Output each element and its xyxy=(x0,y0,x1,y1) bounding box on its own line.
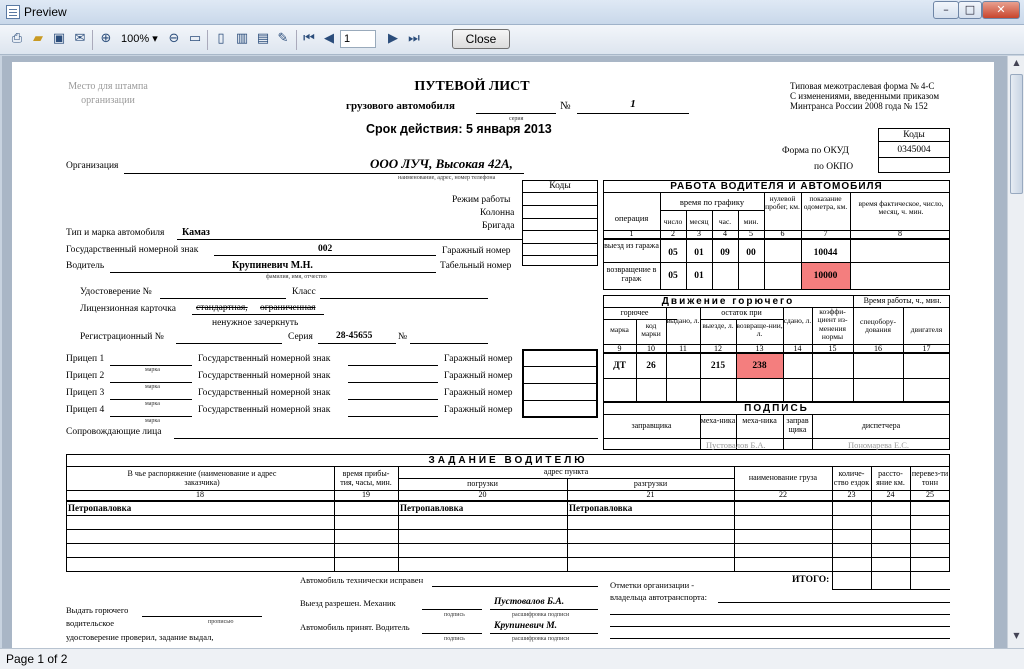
tanker-header: заправщика xyxy=(631,421,672,430)
exit-op: выезд из гаража xyxy=(604,241,659,250)
return-l-header: возвраще-нии, л. xyxy=(736,321,783,339)
scroll-down-icon[interactable]: ▼ xyxy=(1013,631,1020,640)
exit-day: 05 xyxy=(668,248,678,258)
col-6: 6 xyxy=(780,229,785,238)
fit-page-icon[interactable]: ▭ xyxy=(188,31,202,46)
row-customer: Петропавловка xyxy=(68,503,132,513)
reg-series: 28-45655 xyxy=(336,331,373,341)
toolbar-separator xyxy=(296,30,297,50)
zoom-select[interactable] xyxy=(121,32,158,45)
col-13: 13 xyxy=(755,344,764,353)
col-20: 20 xyxy=(478,490,487,499)
spelled-hint: прописью xyxy=(208,619,234,625)
chevron-down-icon: ▾ xyxy=(152,33,158,45)
plate-line xyxy=(214,255,436,256)
tab-no-label: Табельный номер xyxy=(440,261,512,271)
work-line xyxy=(603,262,950,263)
col-3: 3 xyxy=(697,229,701,238)
driver-cert: водительское xyxy=(66,618,115,628)
trailer-plate-line xyxy=(348,382,438,383)
series-hint: серия xyxy=(509,116,524,122)
window-title: Preview xyxy=(24,5,67,19)
mark-hint: марка xyxy=(145,418,160,424)
minimize-button[interactable]: – xyxy=(933,1,959,19)
trailer-line xyxy=(110,416,192,417)
month-header: месяц xyxy=(689,217,709,226)
decode-hint: расшифровка подписи xyxy=(512,636,570,642)
org-label: Организация xyxy=(66,161,119,171)
waybill-number: 1 xyxy=(630,98,636,110)
mode-line xyxy=(522,205,598,206)
reg-no-label: № xyxy=(398,332,408,342)
mech-signature: Пустовалов Б.А. xyxy=(494,597,565,607)
mode-line xyxy=(522,243,598,244)
edit-icon[interactable]: ✎ xyxy=(277,31,289,46)
trailer-plate-label: Государственный номерной знак xyxy=(198,405,331,415)
col-5: 5 xyxy=(749,229,753,238)
trailer-plate-line xyxy=(348,416,438,417)
reg-label: Регистрационный № xyxy=(80,332,164,342)
task-line xyxy=(66,466,950,467)
mech-name: Пустовалов Б.А. xyxy=(706,440,766,450)
print-icon[interactable]: ⎙ xyxy=(11,31,23,46)
col-10: 10 xyxy=(647,344,655,353)
column-label: Колонна xyxy=(480,208,515,218)
col-2: 2 xyxy=(671,229,675,238)
zoom-value: 100% xyxy=(121,33,150,45)
driver-hint: фамилия, имя, отчество xyxy=(266,274,327,280)
tanker2-header: заправ щика xyxy=(786,416,809,434)
org-line xyxy=(124,173,524,174)
okpo-label: по ОКПО xyxy=(814,162,854,172)
fuel-line xyxy=(603,307,950,308)
col-21: 21 xyxy=(646,490,655,499)
reg-line xyxy=(176,343,282,344)
trailer-4: Прицеп 4 xyxy=(66,405,105,415)
col-4: 4 xyxy=(723,229,727,238)
exit-month: 01 xyxy=(694,248,704,258)
zoom-out-icon[interactable]: ⊖ xyxy=(168,31,180,46)
col-19: 19 xyxy=(362,490,370,499)
scroll-up-icon[interactable]: ▲ xyxy=(1013,58,1020,67)
maximize-button[interactable]: □ xyxy=(958,1,982,19)
driver-line xyxy=(110,272,436,273)
task-line xyxy=(66,515,950,516)
mech-decode-line xyxy=(490,609,598,610)
fuel-amount-line xyxy=(142,616,262,617)
trailer-line xyxy=(110,382,192,383)
single-page-icon[interactable]: ▯ xyxy=(217,31,225,46)
driver-signature: Крупиневич М. xyxy=(494,621,558,631)
prev-page-icon[interactable]: ◀ xyxy=(324,31,334,46)
issued-header: выдано, л. xyxy=(666,316,700,325)
return-op: возвращение в гараж xyxy=(606,265,657,283)
task-line xyxy=(66,500,950,502)
last-page-icon[interactable]: ⏭ xyxy=(408,31,420,46)
return-day: 05 xyxy=(668,271,678,281)
col-12: 12 xyxy=(714,344,722,353)
driver-sign-line xyxy=(422,633,482,634)
scroll-thumb[interactable] xyxy=(1010,74,1023,194)
license-label: Лицензионная карточка xyxy=(80,304,176,314)
col-16: 16 xyxy=(874,344,882,353)
col-15: 15 xyxy=(828,344,837,353)
engine-header: двигателя xyxy=(910,325,943,334)
operation-header: операция xyxy=(614,213,649,223)
validity: Срок действия: 5 января 2013 xyxy=(366,122,552,136)
car-line xyxy=(177,239,522,240)
garage-line xyxy=(522,366,598,367)
day-header: число xyxy=(663,217,683,226)
driver-label: Водитель xyxy=(66,261,105,271)
trailer-line xyxy=(110,365,192,366)
okud-label: Форма по ОКУД xyxy=(782,146,849,156)
mode-line xyxy=(522,230,598,231)
mode-label: Режим работы xyxy=(452,195,511,205)
exit-allowed: Выезд разрешен. Механик xyxy=(300,598,396,608)
trailer-plate-label: Государственный номерной знак xyxy=(198,371,331,381)
fuel-exit: 215 xyxy=(710,361,726,371)
task-title: ЗАДАНИЕ ВОДИТЕЛЮ xyxy=(428,455,588,466)
col-22: 22 xyxy=(779,490,787,499)
special-header: спецобору-дования xyxy=(860,317,896,335)
sign-vline xyxy=(812,414,813,450)
app-icon xyxy=(6,5,20,19)
codes-line xyxy=(878,141,950,142)
trailer-2: Прицеп 2 xyxy=(66,371,105,381)
trailer-plate-line xyxy=(348,399,438,400)
typical-form: Типовая межотраслевая форма № 4-С xyxy=(790,81,935,91)
car-label: Тип и марка автомобиля xyxy=(66,228,165,238)
toolbar-separator xyxy=(92,30,93,50)
number-line xyxy=(577,113,689,114)
col-14: 14 xyxy=(793,344,802,353)
license-hint: ненужное зачеркнуть xyxy=(212,318,299,328)
vertical-scrollbar[interactable] xyxy=(1007,56,1024,648)
exit-hour: 09 xyxy=(720,248,730,258)
tons-header: перевез-ти тонн xyxy=(911,469,949,487)
trailer-garage-label: Гаражный номер xyxy=(444,388,513,398)
arrival-header: время прибы-тия, часы, мин. xyxy=(340,469,392,487)
task-line xyxy=(66,543,950,544)
sign-title: ПОДПИСЬ xyxy=(744,403,809,414)
col-18: 18 xyxy=(196,490,204,499)
number-label: № xyxy=(560,100,571,112)
plate-label: Государственный номерной знак xyxy=(66,245,199,255)
trailer-line xyxy=(110,399,192,400)
trailer-1: Прицеп 1 xyxy=(66,354,105,364)
signature-hint: подпись xyxy=(444,612,465,618)
address-header: адрес пункта xyxy=(543,467,589,476)
preview-canvas[interactable] xyxy=(2,56,1007,648)
plate-value: 002 xyxy=(318,244,333,254)
org-notes: Отметки организации - xyxy=(610,580,695,590)
series-line xyxy=(476,113,556,114)
trailer-garage-label: Гаражный номер xyxy=(444,354,513,364)
return-month: 01 xyxy=(694,271,704,281)
org-hint: наименование, адрес, номер телефона xyxy=(398,175,496,181)
reg-series-line xyxy=(318,343,396,344)
tech-ok: Автомобиль технически исправен xyxy=(300,575,424,585)
col-7: 7 xyxy=(823,229,828,238)
give-fuel: Выдать горючего xyxy=(66,605,129,615)
cert-label: Удостоверение № xyxy=(80,287,152,297)
zero-run-header: нулевой пробег, км. xyxy=(765,194,800,212)
escort-line xyxy=(174,438,598,439)
mark-hint: марка xyxy=(145,367,160,373)
class-line xyxy=(320,298,488,299)
org-notes-2: владельца автотранспорта: xyxy=(610,592,707,602)
toolbar xyxy=(0,25,1024,55)
save-icon[interactable]: ▣ xyxy=(52,31,66,46)
brigade-label: Бригада xyxy=(482,221,515,231)
col-1: 1 xyxy=(629,229,634,238)
sign-line xyxy=(603,414,950,415)
typical-form-2: С изменениями, введенными приказом xyxy=(790,91,940,101)
exit-min: 00 xyxy=(746,248,756,258)
stamp-place: Место для штампа организации xyxy=(68,81,148,106)
title-bar xyxy=(0,0,1024,25)
car-model: Камаз xyxy=(182,227,210,238)
fuel-header: горючее xyxy=(620,308,649,317)
license-line xyxy=(192,314,324,315)
work-time-header: Время работы, ч., мин. xyxy=(863,296,942,305)
mode-line xyxy=(522,255,598,256)
trailer-plate-label: Государственный номерной знак xyxy=(198,354,331,364)
trailer-garage-label: Гаражный номер xyxy=(444,405,513,415)
reg-no-line xyxy=(410,343,488,344)
fuel-code: 26 xyxy=(646,361,656,371)
first-page-icon[interactable]: ⏮ xyxy=(303,31,315,46)
mech2-header: меха-ника xyxy=(742,416,777,425)
trailer-garage-label: Гаражный номер xyxy=(444,371,513,381)
col-17: 17 xyxy=(922,344,931,353)
loading-header: погрузки xyxy=(467,479,498,488)
codes-label: Коды xyxy=(903,130,925,140)
waybill-page xyxy=(12,62,994,648)
odometer-return: 10000 xyxy=(813,271,838,281)
garage-line xyxy=(522,400,598,401)
zoom-in-icon[interactable]: ⊕ xyxy=(100,31,112,46)
mode-line xyxy=(522,192,598,193)
close-button[interactable]: Close xyxy=(452,29,510,49)
garage-label: Гаражный номер xyxy=(442,246,511,256)
work-line xyxy=(603,192,950,193)
task-vline xyxy=(334,466,335,572)
series-label: Серия xyxy=(288,332,313,342)
form-subtitle: грузового автомобиля xyxy=(346,100,455,112)
fact-time-header: время фактическое, число, месяц, ч. мин. xyxy=(858,199,944,217)
col-9: 9 xyxy=(617,344,622,353)
next-page-icon[interactable]: ▶ xyxy=(388,31,398,46)
mark-hint: марка xyxy=(145,384,160,390)
task-line xyxy=(66,529,950,530)
class-label: Класс xyxy=(292,287,316,297)
status-bar xyxy=(0,648,1024,669)
tech-line xyxy=(432,586,598,587)
trailer-plate-line xyxy=(348,365,438,366)
driver-name: Крупиневич М.Н. xyxy=(232,260,313,271)
form-title: ПУТЕВОЙ ЛИСТ xyxy=(414,79,530,94)
mode-line xyxy=(522,218,598,219)
coef-header: коэффи-циент из-менения нормы xyxy=(817,307,848,341)
odometer-header: показание одометра, км. xyxy=(803,194,848,212)
signature-hint: подпись xyxy=(444,636,465,642)
sign-line xyxy=(603,438,950,439)
total-line xyxy=(832,589,950,590)
dispatcher-header: диспетчера xyxy=(861,421,901,430)
fuel-line xyxy=(603,378,950,379)
work-title: РАБОТА ВОДИТЕЛЯ И АВТОМОБИЛЯ xyxy=(670,181,883,192)
col-24: 24 xyxy=(886,490,895,499)
codes-line xyxy=(878,157,950,158)
schedule-header: время по графику xyxy=(679,197,745,207)
multi-page-icon[interactable]: ▥ xyxy=(235,31,249,46)
mark-hint: марка xyxy=(145,401,160,407)
notes-line xyxy=(610,638,950,639)
notes-line xyxy=(718,602,950,603)
escort-label: Сопровождающие лица xyxy=(66,427,162,437)
disp-name: Пономарева Е.С. xyxy=(848,440,910,450)
fuel-brand: ДТ xyxy=(613,361,626,371)
garage-line xyxy=(522,383,598,384)
typical-form-3: Минтранса России 2008 года № 152 xyxy=(790,101,928,111)
mode-codes-label: Коды xyxy=(549,181,571,191)
toolbar-separator xyxy=(207,30,208,50)
cargo-header: наименование груза xyxy=(748,473,818,482)
code-header: код марки xyxy=(641,321,661,339)
task-line xyxy=(398,478,734,479)
col-23: 23 xyxy=(847,490,856,499)
org-name: ООО ЛУЧ, Высокая 42А, xyxy=(370,156,513,171)
rest-header: остаток при xyxy=(721,308,762,317)
cert-line xyxy=(160,298,286,299)
fuel-title: Движение горючего xyxy=(661,296,795,307)
car-accepted: Автомобиль принят. Водитель xyxy=(300,622,410,632)
trips-header: количе-ство ездок xyxy=(833,469,870,487)
mech-header: меха-ника xyxy=(700,416,736,425)
cert-checked: удостоверение проверил, задание выдал, xyxy=(66,632,214,642)
license-standard: стандартная, xyxy=(196,303,248,313)
trailer-plate-label: Государственный номерной знак xyxy=(198,388,331,398)
handed-header: сдано, л. xyxy=(783,316,812,325)
exit-l-header: выезде, л. xyxy=(702,321,734,330)
license-limited: ограниченная xyxy=(260,303,316,313)
row-loading: Петропавловка xyxy=(400,503,464,513)
row-unloading: Петропавловка xyxy=(569,503,633,513)
fuel-return: 238 xyxy=(752,361,767,371)
trailer-3: Прицеп 3 xyxy=(66,388,105,398)
export-icon[interactable]: ✉ xyxy=(74,31,86,46)
distance-header: рассто-яние км. xyxy=(876,469,905,487)
unloading-header: разгрузки xyxy=(633,479,668,488)
min-header: мин. xyxy=(743,217,759,226)
total-label: ИТОГО: xyxy=(792,575,830,585)
book-icon[interactable]: ▤ xyxy=(256,31,270,46)
okud-code: 0345004 xyxy=(897,145,931,155)
col-25: 25 xyxy=(926,490,934,499)
work-vline xyxy=(850,192,851,290)
brand-header: марка xyxy=(610,325,629,334)
page-number-input[interactable]: 1 xyxy=(340,30,376,48)
customer-header: В чье распоряжение (наименование и адрес заказчика) xyxy=(127,469,277,487)
notes-line xyxy=(610,626,950,627)
decode-hint: расшифровка подписи xyxy=(512,612,570,618)
driver-decode-line xyxy=(490,633,598,634)
close-window-button[interactable]: ✕ xyxy=(982,1,1020,19)
col-8: 8 xyxy=(898,229,902,238)
fuel-vline xyxy=(903,307,904,402)
page-status: Page 1 of 2 xyxy=(6,652,68,666)
task-line xyxy=(66,557,950,558)
col-11: 11 xyxy=(679,344,687,353)
notes-line xyxy=(610,614,950,615)
odometer-exit: 10044 xyxy=(813,248,838,258)
fuel-line xyxy=(700,319,783,320)
hour-header: час. xyxy=(718,217,732,226)
open-icon[interactable]: ▰ xyxy=(33,31,43,46)
mech-sign-line xyxy=(422,609,482,610)
